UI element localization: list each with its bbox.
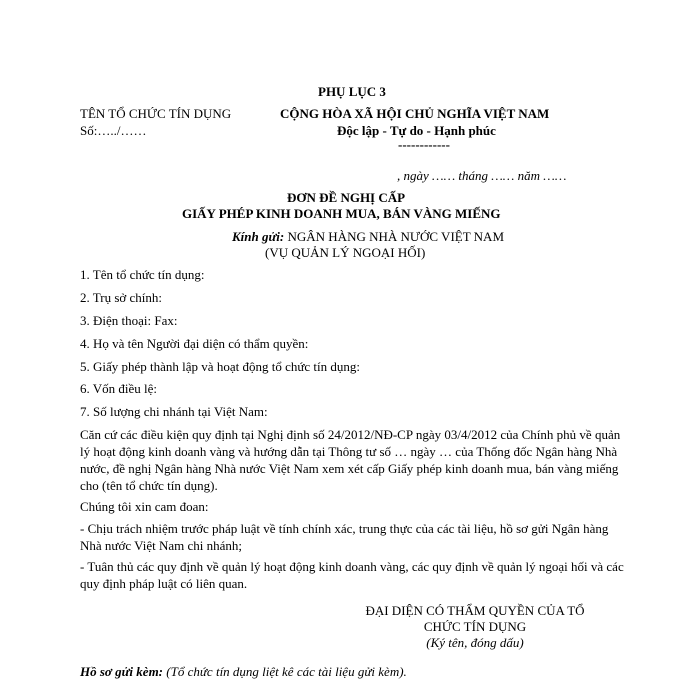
signer-title-line-1: ĐẠI DIỆN CÓ THẨM QUYỀN CỦA TỔ	[365, 603, 585, 618]
field-license: 5. Giấy phép thành lập và hoạt động tổ chức tín dụng:	[80, 359, 360, 374]
form-title-line-1: ĐƠN ĐỀ NGHỊ CẤP	[287, 190, 406, 205]
attachments-label: Hồ sơ gửi kèm:	[80, 664, 164, 679]
recipient-department: (VỤ QUẢN LÝ NGOẠI HỐI)	[265, 245, 426, 260]
recipient-name: NGÂN HÀNG NHÀ NƯỚC VIỆT NAM	[287, 229, 505, 244]
recipient-line	[232, 229, 504, 245]
document-number: Số:…../……	[80, 123, 147, 138]
body-paragraph: Căn cứ các điều kiện quy định tại Nghị định số 24/2012/NĐ-CP ngày 03/4/2012 của Chính phủ về quản lý hoạt động kinh doanh vàng và hướng dẫn tại Thông tư số … ngày … của Thống đốc Ngân hàng Nhà nước, đề nghị Ngân hàng Nhà nước Việt Nam xem xét cấp Giấy phép kinh doanh mua, bán vàng miếng cho (tên tổ chức tín dụng).	[80, 427, 621, 493]
recipient-label: Kính gửi:	[232, 229, 285, 244]
signer-title-line-2: CHỨC TÍN DỤNG	[423, 619, 527, 634]
attachments-line	[80, 664, 407, 680]
national-title: CỘNG HÒA XÃ HỘI CHỦ NGHĨA VIỆT NAM	[280, 106, 550, 121]
field-charter-capital: 6. Vốn điều lệ:	[80, 381, 158, 396]
pledge-intro: Chúng tôi xin cam đoan:	[80, 499, 209, 514]
pledge-item-2: - Tuân thủ các quy định về quản lý hoạt động kinh doanh vàng, các quy định về quản lý ngoại hối và các quy định pháp luật có liên quan.	[80, 559, 624, 591]
organization-name: TÊN TỔ CHỨC TÍN DỤNG	[80, 106, 232, 121]
motto-rule: ------------	[398, 137, 450, 152]
field-phone-fax: 3. Điện thoại: Fax:	[80, 313, 178, 328]
appendix-title: PHỤ LỤC 3	[318, 84, 386, 99]
form-title-line-2: GIẤY PHÉP KINH DOANH MUA, BÁN VÀNG MIẾNG	[182, 206, 501, 221]
pledge-item-1: - Chịu trách nhiệm trước pháp luật về tính chính xác, trung thực của các tài liệu, hồ sơ gửi Ngân hàng Nhà nước Việt Nam chi nhánh;	[80, 521, 609, 553]
field-representative: 4. Họ và tên Người đại diện có thẩm quyền:	[80, 336, 309, 351]
attachments-note: (Tổ chức tín dụng liệt kê các tài liệu gửi kèm).	[166, 664, 407, 679]
date-line: , ngày …… tháng …… năm ……	[397, 168, 567, 183]
field-branch-count: 7. Số lượng chi nhánh tại Việt Nam:	[80, 404, 268, 419]
national-motto: Độc lập - Tự do - Hạnh phúc	[337, 123, 496, 138]
field-organization-name: 1. Tên tổ chức tín dụng:	[80, 267, 205, 282]
signer-note: (Ký tên, đóng dấu)	[426, 635, 524, 650]
field-head-office: 2. Trụ sở chính:	[80, 290, 163, 305]
